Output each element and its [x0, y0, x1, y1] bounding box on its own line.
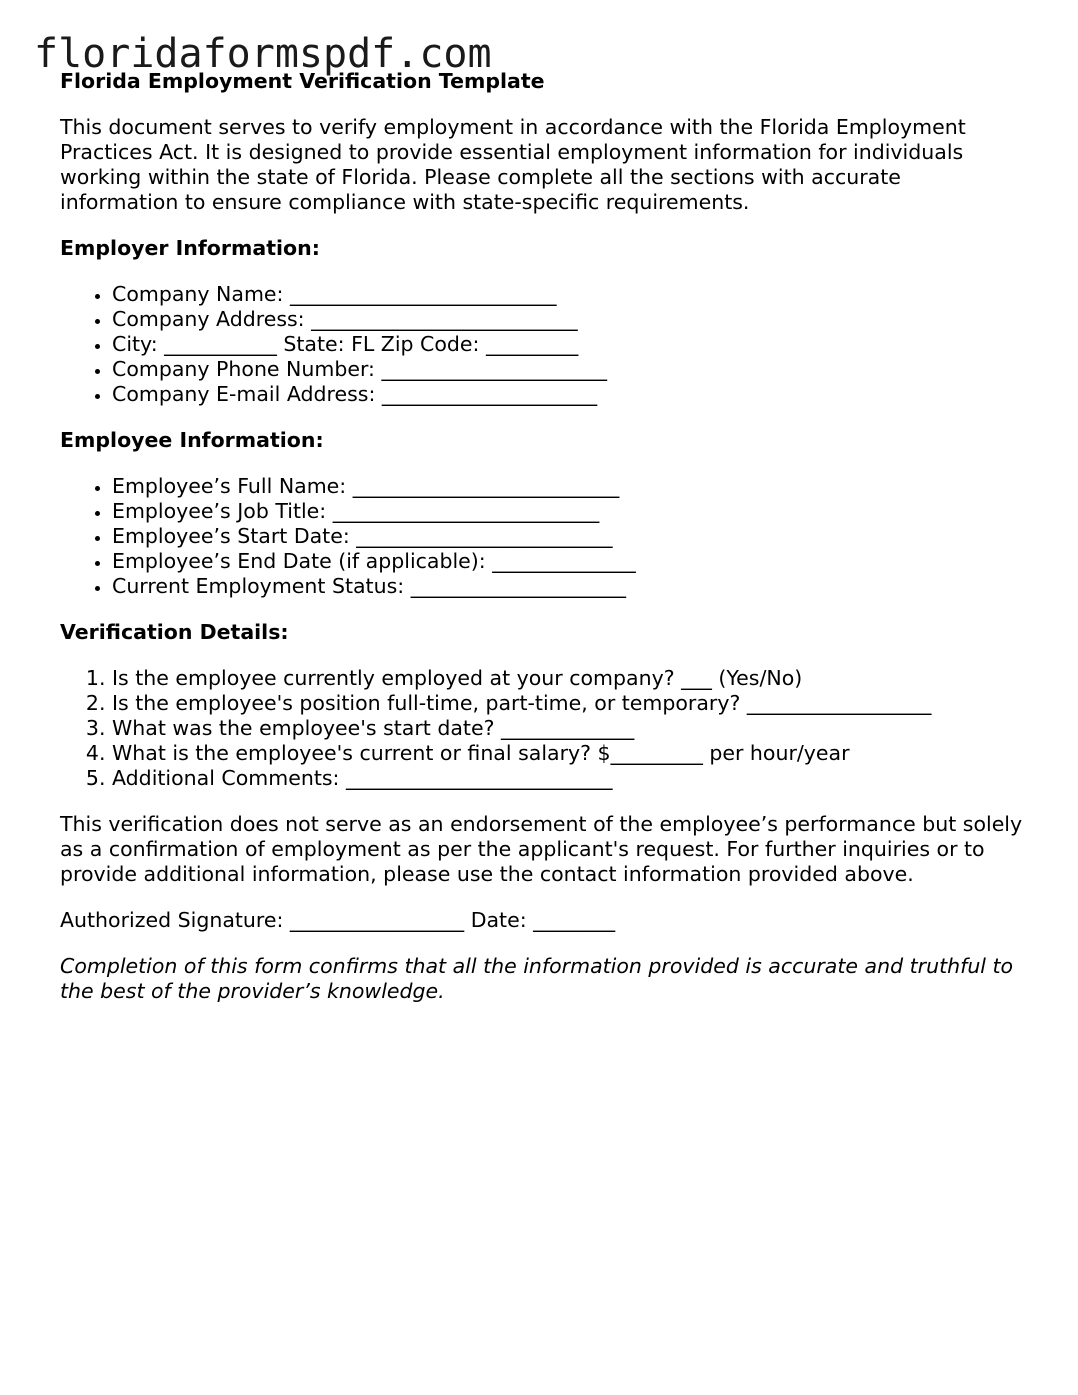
employer-field-list [60, 282, 1025, 407]
salary-question: 4. What is the employee's current or final salary? $_________ per hour/year [112, 741, 1025, 766]
verification-section-heading: Verification Details: [60, 620, 289, 644]
intro-paragraph: This document serves to verify employment in accordance with the Florida Employment Practices Act. It is designed to provide essential employment information for individuals working within the state of Florida. Please complete all the sections with accurate information to ensure compliance with state-specific requirements. [60, 115, 966, 214]
employer-section-heading: Employer Information: [60, 236, 320, 260]
verification-question-list [60, 666, 1025, 791]
closing-statement: Completion of this form confirms that all the information provided is accurate and truthful to the best of the provider’s knowledge. [60, 954, 1014, 1003]
signature-date-line: Authorized Signature: _________________ Date: ________ [60, 908, 616, 932]
position-type-question: 2. Is the employee's position full-time, part-time, or temporary? __________________ [112, 691, 1025, 716]
start-date-question: 3. What was the employee's start date? _____________ [112, 716, 1025, 741]
employee-section-heading: Employee Information: [60, 428, 324, 452]
additional-comments-field: 5. Additional Comments: __________________________ [112, 766, 1025, 791]
employment-status-field: • Current Employment Status: _____________________ [112, 574, 1025, 599]
company-phone-field: • Company Phone Number: ______________________ [112, 357, 1025, 382]
employee-end-date-field: • Employee’s End Date (if applicable): ______________ [112, 549, 1025, 574]
employee-start-date-field: • Employee’s Start Date: _________________________ [112, 524, 1025, 549]
employee-job-title-field: • Employee’s Job Title: __________________________ [112, 499, 1025, 524]
disclaimer-paragraph: This verification does not serve as an endorsement of the employee’s performance but solely as a confirmation of employment as per the applicant's request. For further inquiries or to provide additional information, please use the contact information provided above. [60, 812, 1023, 886]
city-state-zip-field: • City: ___________ State: FL Zip Code: _________ [112, 332, 1025, 357]
company-email-field: • Company E-mail Address: _____________________ [112, 382, 1025, 407]
employee-field-list [60, 474, 1025, 599]
employee-full-name-field: • Employee’s Full Name: __________________________ [112, 474, 1025, 499]
watermark-logo: floridaformspdf.com [34, 31, 492, 77]
company-address-field: • Company Address: __________________________ [112, 307, 1025, 332]
company-name-field: • Company Name: __________________________ [112, 282, 1025, 307]
currently-employed-question: 1. Is the employee currently employed at your company? ___ (Yes/No) [112, 666, 1025, 691]
document-title: Florida Employment Verification Template [60, 69, 545, 93]
document-body [60, 69, 1025, 1025]
